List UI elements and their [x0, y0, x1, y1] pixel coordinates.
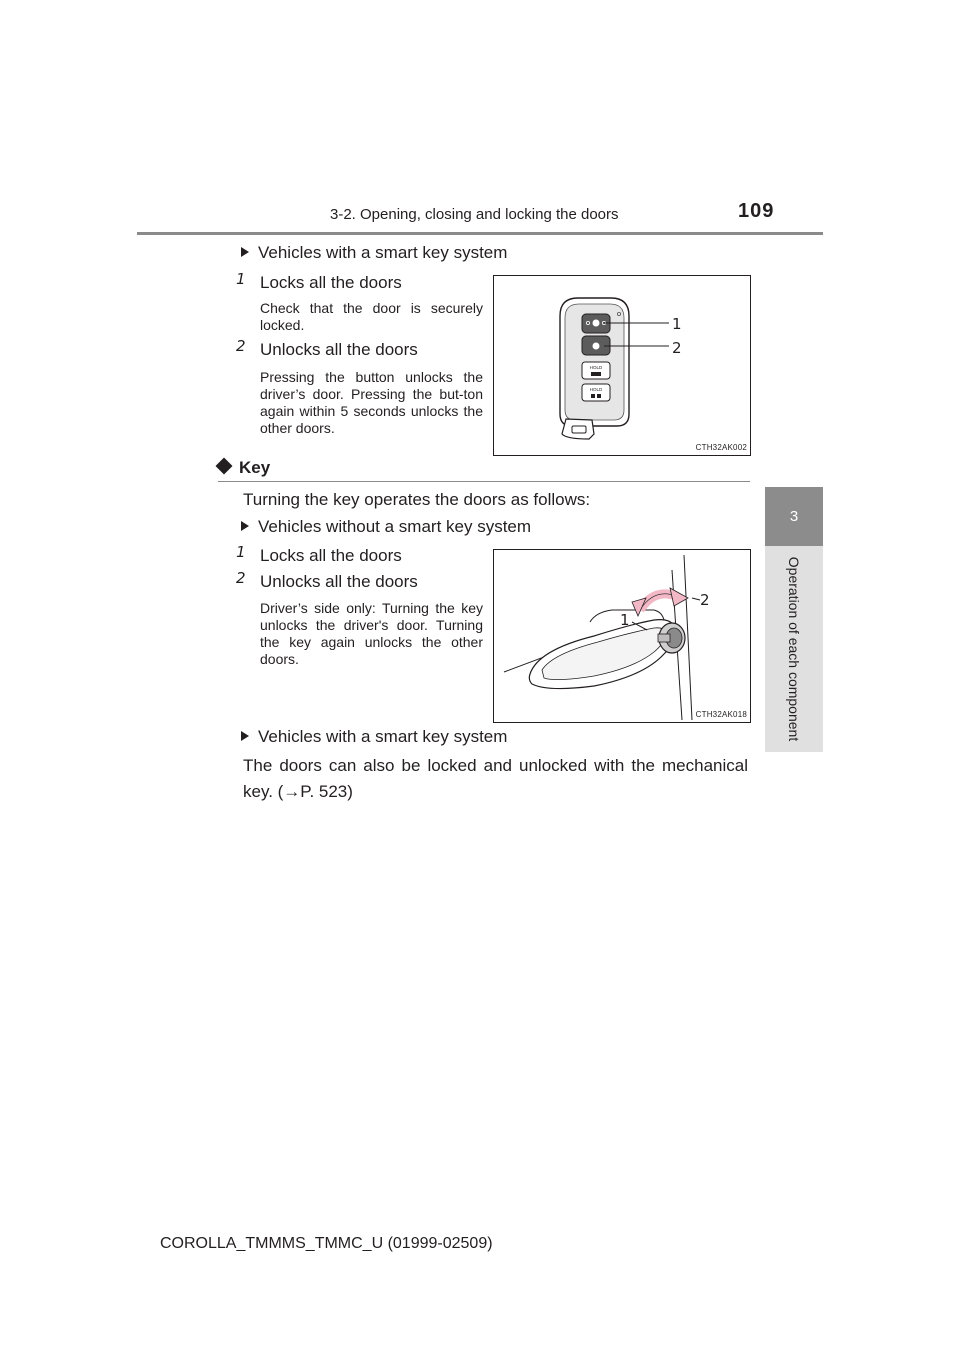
section-rule	[218, 481, 750, 482]
section-title-key	[218, 458, 270, 478]
callout-2: 2	[700, 591, 710, 609]
item-title: Locks all the doors	[260, 546, 402, 565]
chapter-title-wrap	[765, 546, 823, 752]
figure-id: CTH32AK018	[695, 710, 747, 719]
callout-1: 1	[672, 315, 682, 333]
item-number: 2	[236, 337, 246, 355]
item-desc: Pressing the button unlocks the driver’s door. Pressing the but-ton again within 5 seconds unlocks the other doors.	[260, 369, 483, 436]
item-number: 1	[236, 543, 246, 561]
item-number: 1	[236, 270, 246, 288]
key-item-unlock	[236, 569, 418, 592]
bullet-text: Vehicles with a smart key system	[258, 727, 508, 746]
key-item-lock	[236, 543, 402, 566]
callout-1: 1	[620, 611, 630, 629]
bullet-smart-key	[241, 243, 507, 263]
footer-doc-id: COROLLA_TMMMS_TMMC_U (01999-02509)	[160, 1235, 493, 1252]
hold-label: HOLD	[589, 387, 603, 392]
bullet-no-smart-key	[241, 517, 531, 537]
chapter-number: 3	[789, 508, 799, 525]
bullet-text: Vehicles with a smart key system	[258, 243, 508, 262]
bullet-triangle-icon	[241, 521, 249, 531]
chapter-number-tab	[765, 487, 823, 546]
bullet-triangle-icon	[241, 731, 249, 741]
item-title: Unlocks all the doors	[260, 340, 418, 359]
bullet-text: Vehicles without a smart key system	[258, 517, 532, 536]
figure-smart-key	[493, 275, 751, 456]
hold-label: HOLD	[589, 365, 603, 370]
bullet-smart-key-2	[241, 727, 507, 747]
figure-id: CTH32AK002	[695, 443, 747, 452]
page-number: 109	[738, 200, 775, 222]
smart-key-illustration	[494, 276, 750, 455]
item-desc: Driver’s side only: Turning the key unlocks the driver's door. Turning the key again unlocks the other doors.	[260, 600, 483, 667]
item-unlock	[236, 337, 418, 360]
chapter-title: Operation of each component	[786, 556, 802, 742]
item-title: Locks all the doors	[260, 273, 402, 292]
header-rule	[137, 232, 823, 235]
callout-2: 2	[672, 339, 682, 357]
figure-door-key	[493, 549, 751, 723]
section-title-text: Key	[239, 458, 271, 477]
item-number: 2	[236, 569, 246, 587]
key-intro: Turning the key operates the doors as follows:	[243, 490, 591, 509]
diamond-icon	[216, 458, 233, 475]
item-title: Unlocks all the doors	[260, 572, 418, 591]
door-handle-illustration	[494, 550, 750, 722]
bullet-triangle-icon	[241, 247, 249, 257]
mechanical-key-note: The doors can also be locked and unlocked with the mechanical key. (→P. 523)	[243, 756, 748, 801]
item-lock	[236, 270, 402, 293]
running-header-section: 3-2. Opening, closing and locking the doors	[330, 206, 619, 223]
item-desc: Check that the door is securely locked.	[260, 300, 483, 333]
